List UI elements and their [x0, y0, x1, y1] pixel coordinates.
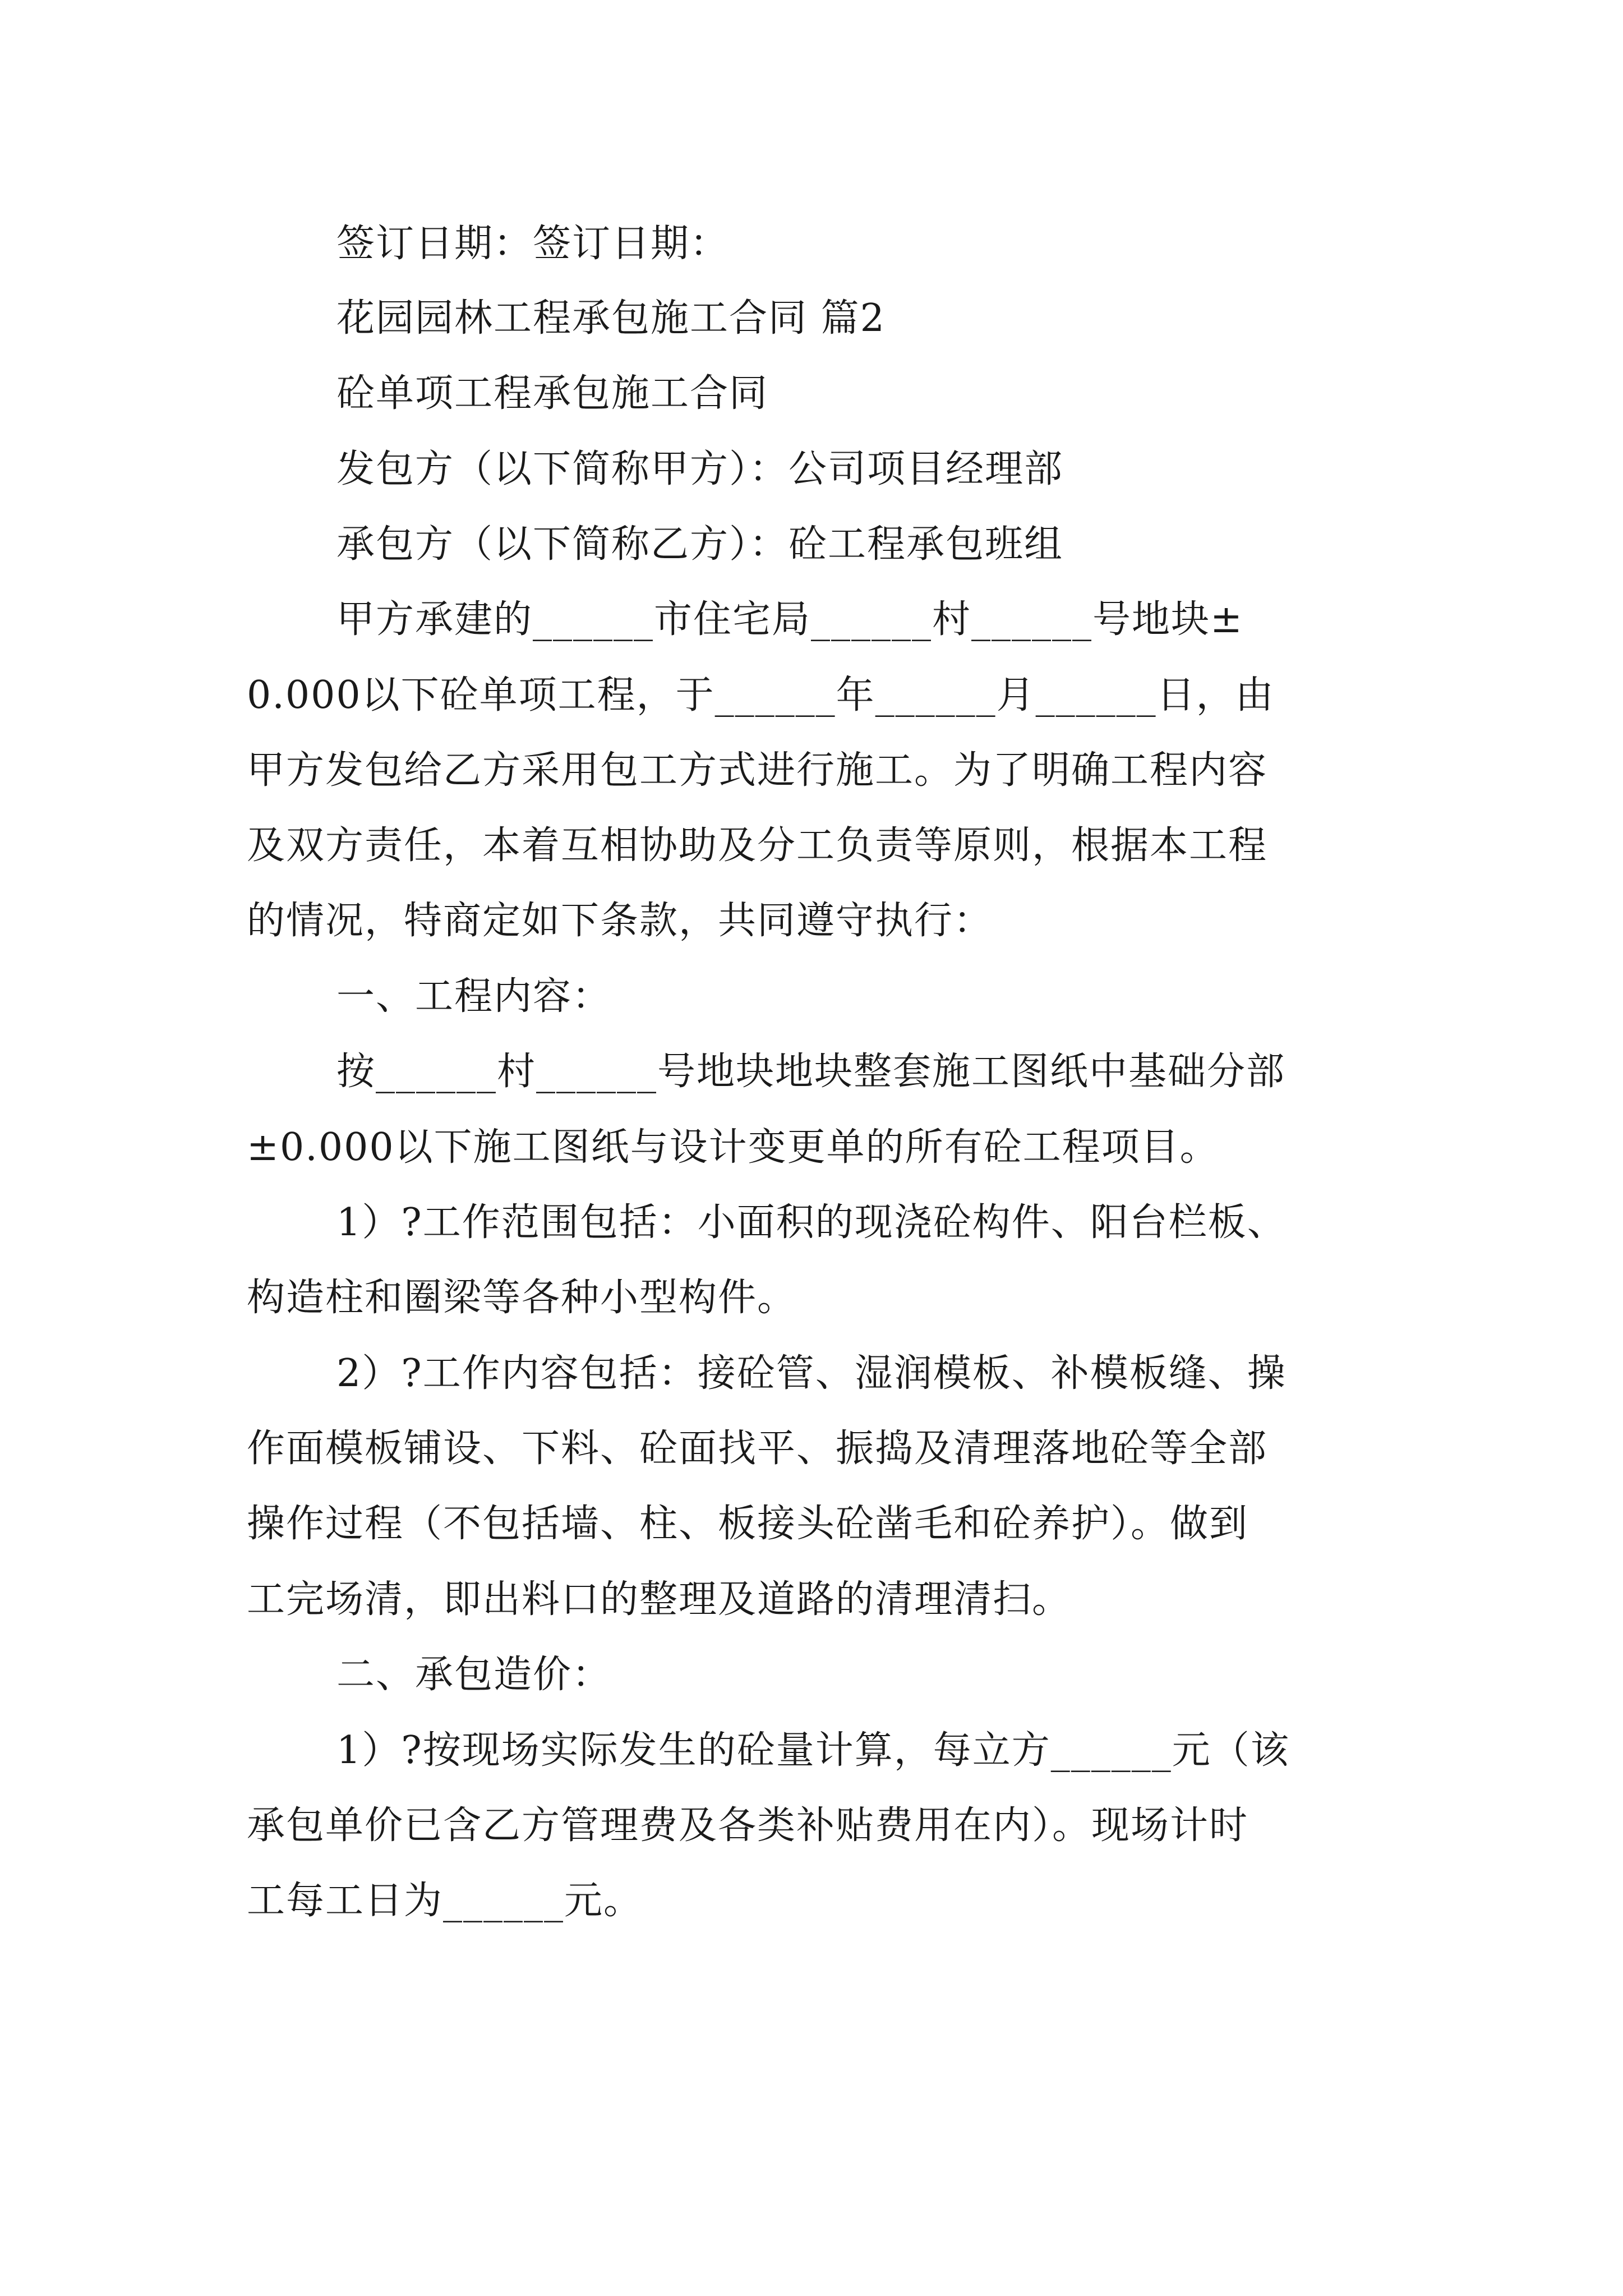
party-a-line: 发包方（以下简称甲方）：公司项目经理部	[336, 447, 1064, 491]
body-text-line: 甲方发包给乙方采用包工方式进行施工。为了明确工程内容	[247, 748, 1268, 793]
body-text-line: 构造柱和圈梁等各种小型构件。	[247, 1276, 797, 1320]
contract-subtitle-line: 砼单项工程承包施工合同	[336, 371, 769, 416]
signing-date-line: 签订日期：签订日期：	[336, 222, 730, 266]
body-text-line: 操作过程（不包括墙、柱、板接头砼凿毛和砼养护）。做到	[247, 1502, 1249, 1546]
party-b-line: 承包方（以下简称乙方）：砼工程承包班组	[336, 522, 1064, 567]
body-text-line: 工完场清，即出料口的整理及道路的清理清扫。	[247, 1577, 1072, 1622]
section-heading-1: 一、工程内容：	[336, 974, 612, 1019]
section-heading-2: 二、承包造价：	[336, 1653, 612, 1697]
body-text-line: 1）?工作范围包括：小面积的现浇砼构件、阳台栏板、	[336, 1200, 1287, 1245]
body-text-line: 甲方承建的______市住宅局______村______号地块±	[336, 597, 1243, 642]
contract-title-line: 花园园林工程承包施工合同 篇2	[336, 296, 886, 341]
body-text-line: 承包单价已含乙方管理费及各类补贴费用在内）。现场计时	[247, 1803, 1249, 1848]
body-text-line: 2）?工作内容包括：接砼管、湿润模板、补模板缝、操	[336, 1351, 1287, 1396]
body-text-line: 的情况，特商定如下条款，共同遵守执行：	[247, 899, 993, 943]
body-text-line: 1）?按现场实际发生的砼量计算，每立方______元（该	[336, 1728, 1290, 1773]
body-text-line: 作面模板铺设、下料、砼面找平、振捣及清理落地砼等全部	[247, 1427, 1268, 1471]
body-text-line: ±0.000以下施工图纸与设计变更单的所有砼工程项目。	[247, 1125, 1219, 1170]
body-text-line: 工每工日为______元。	[247, 1879, 643, 1923]
body-text-line: 按______村______号地块地块整套施工图纸中基础分部	[336, 1050, 1286, 1094]
body-text-line: 及双方责任，本着互相协助及分工负责等原则，根据本工程	[247, 823, 1268, 868]
body-text-line: 0.000以下砼单项工程，于______年______月______日，由	[247, 673, 1275, 717]
